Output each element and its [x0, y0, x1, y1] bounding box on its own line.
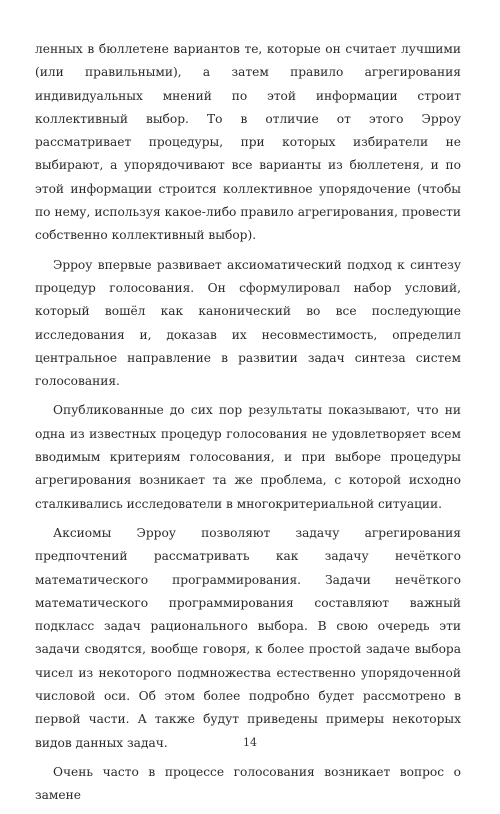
paragraph-5: Очень часто в процессе голосования возникает вопрос о замене: [35, 764, 461, 803]
body-text: [35, 38, 461, 814]
paragraph-4: Аксиомы Эрроу позволяют задачу агрегирования предпочтений рассматривать как задачу нечёткого математического программирования. Задачи нечёткого математического программирования составляют важный подкласс задач рационального выбора. В свою очередь эти задачи сводятся, вообще говоря, к более простой задаче выбора чисел из некоторого подмножества естественно упорядоченной числовой оси. Об этом более подробно будет рассмотрено в первой части. А также будут приведены примеры некоторых видов данных задач.: [35, 525, 461, 750]
paragraph-1: ленных в бюллетене вариантов те, которые он считает лучшими (или правильными), а затем правило агрегирования индивидуальных мнений по этой информации строит коллективный выбор. То в отличие от этого Эрроу рассматривает процедуры, при которых избиратели не выбирают, а упорядочивают все варианты из бюллетеня, и по этой информации строится коллективное упорядочение (чтобы по нему, используя какое-либо правило агрегирования, провести собственно коллективный выбор).: [35, 42, 461, 243]
paragraph-2: Эрроу впервые развивает аксиоматический подход к синтезу процедур голосования. Он сформулировал набор условий, который вошёл как канонический во все последующие исследования и, доказав их несовместимость, определил центральное направление в развитии задач синтеза систем голосования.: [35, 257, 461, 389]
page-number: 14: [243, 736, 257, 749]
paragraph-3: Опубликованные до сих пор результаты показывают, что ни одна из известных процедур голосования не удовлетворяет всем вводимым критериям голосования, и при выборе процедуры агрегирования возникает та же проблема, с которой исходно сталкивались исследователи в многокритериальной ситуации.: [35, 403, 461, 511]
